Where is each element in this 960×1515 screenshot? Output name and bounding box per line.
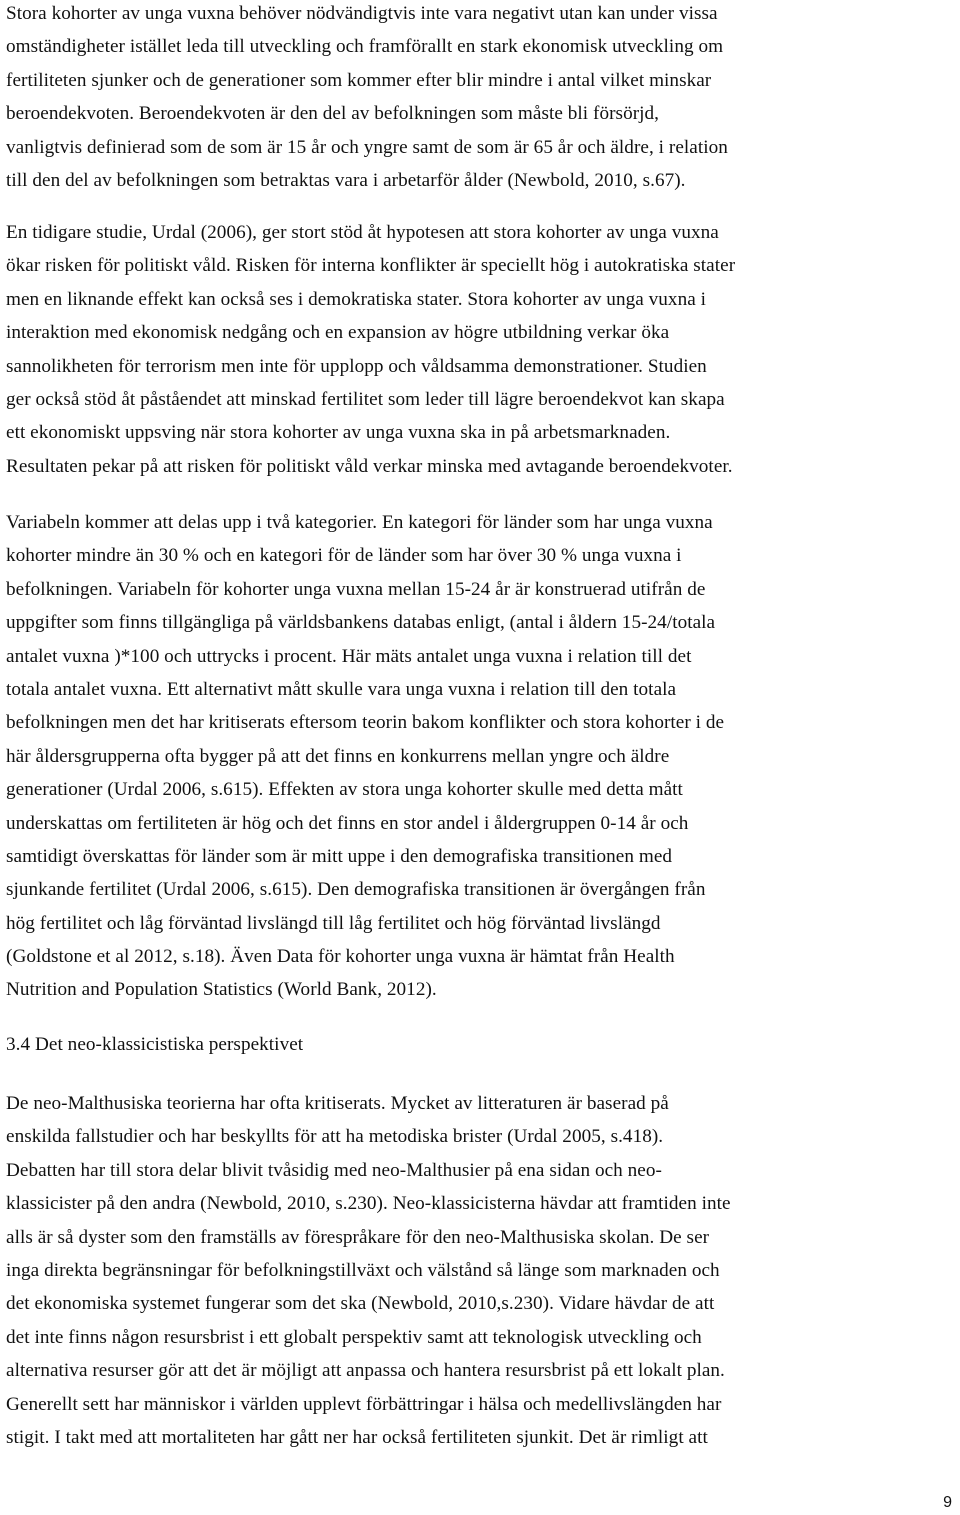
text-line: alls är så dyster som den framställs av förespråkare för den neo-Malthusiska skolan. De ser xyxy=(6,1226,710,1248)
text-line: totala antalet vuxna. Ett alternativt mått skulle vara unga vuxna i relation till den totala xyxy=(6,678,677,700)
paragraph-variable-definition xyxy=(6,506,956,1007)
text-line: interaktion med ekonomisk nedgång och en expansion av högre utbildning verkar öka xyxy=(6,322,670,344)
paragraph-neo-classicist xyxy=(6,1087,956,1454)
text-line: här åldersgrupperna ofta bygger på att det finns en konkurrens mellan yngre och äldre xyxy=(6,745,670,767)
text-line: En tidigare studie, Urdal (2006), ger stort stöd åt hypotesen att stora kohorter av unga vuxna xyxy=(6,222,719,243)
text-line: alternativa resurser gör att det är möjligt att anpassa och hantera resursbrist på ett lokalt plan. xyxy=(6,1360,725,1382)
text-line: till den del av befolkningen som betraktas vara i arbetarför ålder (Newbold, 2010, s.67). xyxy=(6,169,686,191)
text-line: inga direkta begränsningar för befolkningstillväxt och välstånd så länge som marknaden och xyxy=(6,1259,720,1281)
text-line: De neo-Malthusiska teorierna har ofta kritiserats. Mycket av litteraturen är baserad på xyxy=(6,1093,669,1114)
text-line: befolkningen men det har kritiserats eftersom teorin bakom konflikter och stora kohorter i de xyxy=(6,712,725,734)
text-line: det inte finns någon resursbrist i ett globalt perspektiv samt att teknologisk utveckling och xyxy=(6,1326,702,1348)
text-line: klassicister på den andra (Newbold, 2010, s.230). Neo-klassicisterna hävdar att framtiden inte xyxy=(6,1193,731,1215)
text-line: Stora kohorter av unga vuxna behöver nödvändigtvis inte vara negativt utan kan under vissa xyxy=(6,3,718,24)
text-line: ökar risken för politiskt våld. Risken för interna konflikter är speciellt hög i autokratiska stater xyxy=(6,255,736,277)
section-heading-text: 3.4 Det neo-klassicistiska perspektivet xyxy=(6,1034,304,1055)
text-line: stigit. I takt med att mortaliteten har gått ner har också fertiliteten sjunkit. Det är rimligt att xyxy=(6,1426,708,1448)
text-line: fertiliteten sjunker och de generationer som kommer efter blir mindre i antal vilket minskar xyxy=(6,69,712,91)
page-number: 9 xyxy=(943,1494,952,1511)
text-line: sjunkande fertilitet (Urdal 2006, s.615). Den demografiska transitionen är övergången från xyxy=(6,879,706,901)
text-line: befolkningen. Variabeln för kohorter unga vuxna mellan 15-24 år är konstruerad utifrån de xyxy=(6,578,706,600)
text-line: Nutrition and Population Statistics (World Bank, 2012). xyxy=(6,979,437,1001)
text-line: ett ekonomiskt uppsving när stora kohorter av unga vuxna ska in på arbetsmarknaden. xyxy=(6,422,671,444)
section-heading xyxy=(6,1028,956,1061)
paragraph-urdal-study xyxy=(6,216,956,483)
text-line: antalet vuxna )*100 och uttrycks i procent. Här mäts antalet unga vuxna i relation till det xyxy=(6,645,692,667)
text-line: uppgifter som finns tillgängliga på världsbankens databas enligt, (antal i åldern 15-24/totala xyxy=(6,612,716,634)
text-line: Debatten har till stora delar blivit tvåsidig med neo-Malthusier på ena sidan och neo- xyxy=(6,1159,662,1181)
text-line: sannolikheten för terrorism men inte för upplopp och våldsamma demonstrationer. Studien xyxy=(6,355,707,377)
text-line: samtidigt överskattas för länder som är mitt uppe i den demografiska transitionen med xyxy=(6,845,673,867)
text-line: hög fertilitet och låg förväntad livslängd till låg fertilitet och hög förväntad livslängd xyxy=(6,912,661,934)
text-line: beroendekvoten. Beroendekvoten är den del av befolkningen som måste bli försörjd, xyxy=(6,103,660,125)
text-line: Variabeln kommer att delas upp i två kategorier. En kategori för länder som har unga vuxna xyxy=(6,512,713,533)
text-line: det ekonomiska systemet fungerar som det ska (Newbold, 2010,s.230). Vidare hävdar de att xyxy=(6,1293,715,1315)
text-line: Resultaten pekar på att risken för politiskt våld verkar minska med avtagande beroendekvoter. xyxy=(6,455,733,477)
text-line: kohorter mindre än 30 % och en kategori för de länder som har över 30 % unga vuxna i xyxy=(6,545,682,567)
text-line: Generellt sett har människor i världen upplevt förbättringar i hälsa och medellivslängden har xyxy=(6,1393,722,1415)
paragraph-young-cohorts xyxy=(6,0,956,197)
text-line: underskattas om fertiliteten är hög och det finns en stor andel i åldergruppen 0-14 år och xyxy=(6,812,689,834)
text-line: generationer (Urdal 2006, s.615). Effekten av stora unga kohorter skulle med detta mått xyxy=(6,779,683,801)
text-line: vanligtvis definierad som de som är 15 år och yngre samt de som är 65 år och äldre, i relation xyxy=(6,136,728,158)
text-line: (Goldstone et al 2012, s.18). Även Data för kohorter unga vuxna är hämtat från Health xyxy=(6,946,675,968)
text-line: men en liknande effekt kan också ses i demokratiska stater. Stora kohorter av unga vuxna i xyxy=(6,288,707,310)
text-line: enskilda fallstudier och har beskyllts för att ha metodiska brister (Urdal 2005, s.418). xyxy=(6,1126,664,1148)
text-line: omständigheter istället leda till utveckling och framförallt en stark ekonomisk utveckling om xyxy=(6,36,724,58)
text-line: ger också stöd åt påståendet att minskad fertilitet som leder till lägre beroendekvot kan skapa xyxy=(6,388,725,410)
